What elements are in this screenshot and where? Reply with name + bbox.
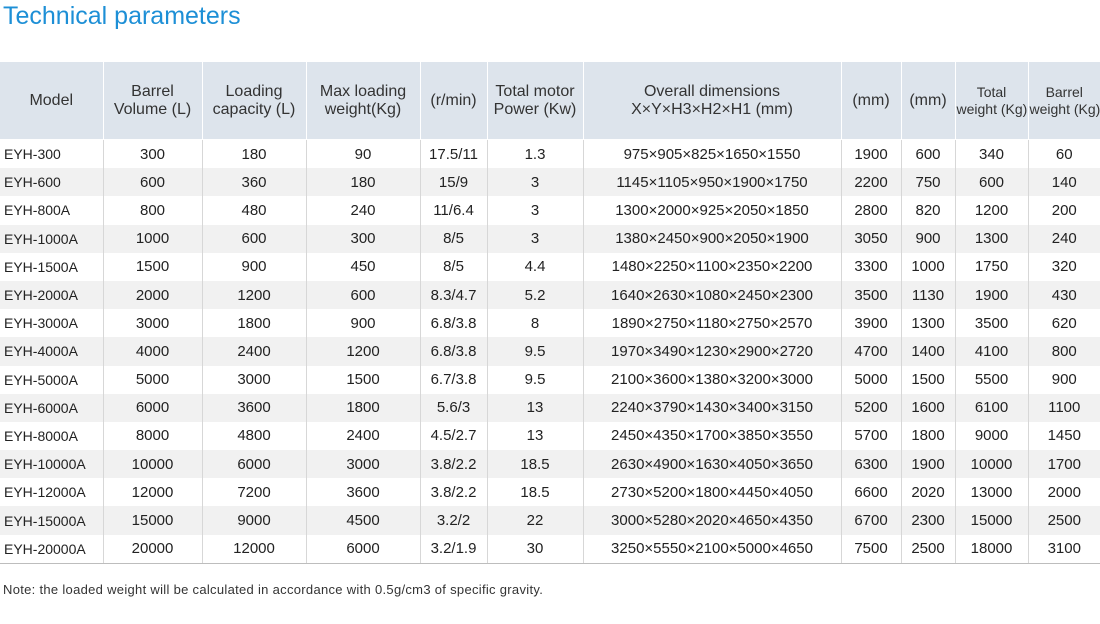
- cell-loading-capacity: 1200: [202, 281, 306, 309]
- table-row: [0, 422, 1100, 450]
- cell-max-loading-weight: 3600: [306, 478, 420, 506]
- cell-barrel-weight: 3100: [1028, 535, 1100, 564]
- cell-barrel-volume: 600: [103, 168, 202, 196]
- cell-dim-mm-1: 2800: [841, 196, 901, 224]
- header-mm-1-label: (mm): [852, 91, 890, 109]
- cell-barrel-volume: 12000: [103, 478, 202, 506]
- cell-barrel-weight: 1450: [1028, 422, 1100, 450]
- cell-overall-dimensions: 3000×5280×2020×4650×4350: [583, 506, 841, 534]
- cell-motor-power: 18.5: [487, 478, 583, 506]
- cell-barrel-volume: 1000: [103, 225, 202, 253]
- cell-total-weight: 6100: [955, 394, 1028, 422]
- cell-barrel-volume: 6000: [103, 394, 202, 422]
- cell-loading-capacity: 480: [202, 196, 306, 224]
- page-title: Technical parameters: [3, 2, 241, 30]
- cell-max-loading-weight: 1200: [306, 337, 420, 365]
- cell-barrel-weight: 2500: [1028, 506, 1100, 534]
- cell-speed: 11/6.4: [420, 196, 487, 224]
- cell-overall-dimensions: 1640×2630×1080×2450×2300: [583, 281, 841, 309]
- cell-dim-mm-1: 3050: [841, 225, 901, 253]
- cell-model: EYH-4000A: [0, 337, 103, 365]
- cell-total-weight: 10000: [955, 450, 1028, 478]
- header-barrel-volume: [103, 62, 202, 140]
- header-total-motor-power-line2: Power (Kw): [493, 100, 577, 118]
- cell-motor-power: 3: [487, 225, 583, 253]
- cell-overall-dimensions: 1380×2450×900×2050×1900: [583, 225, 841, 253]
- cell-motor-power: 4.4: [487, 253, 583, 281]
- cell-model: EYH-5000A: [0, 366, 103, 394]
- cell-total-weight: 15000: [955, 506, 1028, 534]
- cell-total-weight: 600: [955, 168, 1028, 196]
- cell-motor-power: 18.5: [487, 450, 583, 478]
- cell-loading-capacity: 3600: [202, 394, 306, 422]
- technical-parameters-table: [0, 62, 1100, 564]
- cell-overall-dimensions: 3250×5550×2100×5000×4650: [583, 535, 841, 564]
- cell-total-weight: 1200: [955, 196, 1028, 224]
- table-row: [0, 535, 1100, 564]
- cell-dim-mm-1: 2200: [841, 168, 901, 196]
- cell-loading-capacity: 6000: [202, 450, 306, 478]
- cell-speed: 3.8/2.2: [420, 450, 487, 478]
- cell-dim-mm-2: 900: [901, 225, 955, 253]
- cell-loading-capacity: 360: [202, 168, 306, 196]
- cell-barrel-weight: 430: [1028, 281, 1100, 309]
- cell-dim-mm-1: 3300: [841, 253, 901, 281]
- cell-barrel-volume: 20000: [103, 535, 202, 564]
- cell-barrel-weight: 140: [1028, 168, 1100, 196]
- cell-loading-capacity: 900: [202, 253, 306, 281]
- header-loading-capacity: [202, 62, 306, 140]
- cell-loading-capacity: 3000: [202, 366, 306, 394]
- cell-overall-dimensions: 1145×1105×950×1900×1750: [583, 168, 841, 196]
- cell-speed: 3.2/2: [420, 506, 487, 534]
- cell-dim-mm-2: 2020: [901, 478, 955, 506]
- cell-dim-mm-1: 7500: [841, 535, 901, 564]
- cell-max-loading-weight: 4500: [306, 506, 420, 534]
- cell-overall-dimensions: 2630×4900×1630×4050×3650: [583, 450, 841, 478]
- cell-max-loading-weight: 3000: [306, 450, 420, 478]
- header-barrel-weight-line1: Barrel: [1045, 83, 1083, 100]
- cell-barrel-volume: 3000: [103, 309, 202, 337]
- cell-total-weight: 4100: [955, 337, 1028, 365]
- cell-max-loading-weight: 1800: [306, 394, 420, 422]
- cell-barrel-weight: 1100: [1028, 394, 1100, 422]
- cell-dim-mm-2: 2500: [901, 535, 955, 564]
- cell-barrel-weight: 200: [1028, 196, 1100, 224]
- cell-motor-power: 1.3: [487, 140, 583, 169]
- cell-loading-capacity: 9000: [202, 506, 306, 534]
- table-header-row: [0, 62, 1100, 140]
- cell-dim-mm-1: 4700: [841, 337, 901, 365]
- cell-overall-dimensions: 2450×4350×1700×3850×3550: [583, 422, 841, 450]
- header-total-motor-power: [487, 62, 583, 140]
- cell-total-weight: 1300: [955, 225, 1028, 253]
- cell-barrel-weight: 620: [1028, 309, 1100, 337]
- cell-barrel-volume: 800: [103, 196, 202, 224]
- cell-barrel-volume: 300: [103, 140, 202, 169]
- cell-motor-power: 30: [487, 535, 583, 564]
- header-speed: [420, 62, 487, 140]
- header-overall-dimensions-line1: Overall dimensions: [643, 82, 781, 100]
- cell-motor-power: 5.2: [487, 281, 583, 309]
- cell-model: EYH-20000A: [0, 535, 103, 564]
- cell-loading-capacity: 2400: [202, 337, 306, 365]
- cell-dim-mm-2: 1500: [901, 366, 955, 394]
- cell-speed: 8/5: [420, 225, 487, 253]
- cell-speed: 3.2/1.9: [420, 535, 487, 564]
- cell-dim-mm-2: 1300: [901, 309, 955, 337]
- cell-speed: 8.3/4.7: [420, 281, 487, 309]
- cell-max-loading-weight: 180: [306, 168, 420, 196]
- cell-speed: 4.5/2.7: [420, 422, 487, 450]
- cell-model: EYH-3000A: [0, 309, 103, 337]
- cell-motor-power: 13: [487, 422, 583, 450]
- header-total-weight-line2: weight (Kg): [956, 100, 1028, 117]
- table-row: [0, 281, 1100, 309]
- cell-overall-dimensions: 1970×3490×1230×2900×2720: [583, 337, 841, 365]
- cell-dim-mm-2: 1400: [901, 337, 955, 365]
- cell-dim-mm-1: 5000: [841, 366, 901, 394]
- cell-loading-capacity: 600: [202, 225, 306, 253]
- cell-barrel-weight: 800: [1028, 337, 1100, 365]
- table-row: [0, 478, 1100, 506]
- cell-overall-dimensions: 1480×2250×1100×2350×2200: [583, 253, 841, 281]
- cell-max-loading-weight: 450: [306, 253, 420, 281]
- cell-model: EYH-8000A: [0, 422, 103, 450]
- cell-motor-power: 8: [487, 309, 583, 337]
- cell-dim-mm-1: 6700: [841, 506, 901, 534]
- cell-dim-mm-2: 600: [901, 140, 955, 169]
- cell-dim-mm-2: 1000: [901, 253, 955, 281]
- cell-loading-capacity: 12000: [202, 535, 306, 564]
- header-barrel-volume-line2: Volume (L): [113, 100, 192, 118]
- header-total-weight-line1: Total: [976, 83, 1007, 100]
- cell-model: EYH-1500A: [0, 253, 103, 281]
- header-max-loading-weight-line1: Max loading: [319, 82, 407, 100]
- table-row: [0, 253, 1100, 281]
- cell-model: EYH-6000A: [0, 394, 103, 422]
- cell-dim-mm-2: 750: [901, 168, 955, 196]
- header-barrel-weight: [1028, 62, 1100, 140]
- cell-total-weight: 13000: [955, 478, 1028, 506]
- cell-motor-power: 9.5: [487, 337, 583, 365]
- cell-speed: 6.8/3.8: [420, 337, 487, 365]
- header-max-loading-weight-line2: weight(Kg): [324, 100, 402, 118]
- cell-motor-power: 22: [487, 506, 583, 534]
- cell-total-weight: 340: [955, 140, 1028, 169]
- header-loading-capacity-line1: Loading: [225, 82, 283, 100]
- cell-total-weight: 1750: [955, 253, 1028, 281]
- cell-model: EYH-800A: [0, 196, 103, 224]
- cell-total-weight: 9000: [955, 422, 1028, 450]
- table-row: [0, 225, 1100, 253]
- cell-barrel-volume: 15000: [103, 506, 202, 534]
- cell-max-loading-weight: 600: [306, 281, 420, 309]
- cell-barrel-weight: 900: [1028, 366, 1100, 394]
- table-row: [0, 196, 1100, 224]
- header-mm-2: [901, 62, 955, 140]
- cell-motor-power: 3: [487, 168, 583, 196]
- cell-overall-dimensions: 2100×3600×1380×3200×3000: [583, 366, 841, 394]
- cell-barrel-weight: 60: [1028, 140, 1100, 169]
- cell-model: EYH-10000A: [0, 450, 103, 478]
- cell-dim-mm-2: 1130: [901, 281, 955, 309]
- cell-speed: 6.8/3.8: [420, 309, 487, 337]
- cell-speed: 8/5: [420, 253, 487, 281]
- cell-dim-mm-1: 6600: [841, 478, 901, 506]
- header-loading-capacity-line2: capacity (L): [212, 100, 296, 118]
- cell-barrel-volume: 2000: [103, 281, 202, 309]
- table-row: [0, 394, 1100, 422]
- cell-max-loading-weight: 2400: [306, 422, 420, 450]
- cell-max-loading-weight: 300: [306, 225, 420, 253]
- table-row: [0, 506, 1100, 534]
- cell-barrel-weight: 320: [1028, 253, 1100, 281]
- cell-dim-mm-2: 1600: [901, 394, 955, 422]
- cell-max-loading-weight: 900: [306, 309, 420, 337]
- cell-loading-capacity: 4800: [202, 422, 306, 450]
- cell-model: EYH-300: [0, 140, 103, 169]
- cell-barrel-weight: 1700: [1028, 450, 1100, 478]
- table-row: [0, 337, 1100, 365]
- cell-loading-capacity: 180: [202, 140, 306, 169]
- cell-model: EYH-2000A: [0, 281, 103, 309]
- cell-overall-dimensions: 975×905×825×1650×1550: [583, 140, 841, 169]
- cell-motor-power: 3: [487, 196, 583, 224]
- cell-speed: 17.5/11: [420, 140, 487, 169]
- cell-barrel-volume: 4000: [103, 337, 202, 365]
- header-barrel-weight-line2: weight (Kg): [1029, 100, 1100, 117]
- header-barrel-volume-line1: Barrel: [131, 82, 174, 100]
- table-row: [0, 450, 1100, 478]
- table-row: [0, 140, 1100, 169]
- cell-overall-dimensions: 1300×2000×925×2050×1850: [583, 196, 841, 224]
- footnote: Note: the loaded weight will be calculated in accordance with 0.5g/cm3 of specific gravity.: [3, 582, 544, 597]
- table-row: [0, 366, 1100, 394]
- cell-max-loading-weight: 1500: [306, 366, 420, 394]
- header-overall-dimensions: [583, 62, 841, 140]
- cell-total-weight: 18000: [955, 535, 1028, 564]
- cell-model: EYH-1000A: [0, 225, 103, 253]
- cell-dim-mm-1: 3900: [841, 309, 901, 337]
- cell-total-weight: 1900: [955, 281, 1028, 309]
- cell-overall-dimensions: 1890×2750×1180×2750×2570: [583, 309, 841, 337]
- cell-dim-mm-2: 2300: [901, 506, 955, 534]
- table-row: [0, 168, 1100, 196]
- cell-barrel-volume: 1500: [103, 253, 202, 281]
- table-body: [0, 140, 1100, 564]
- cell-barrel-volume: 5000: [103, 366, 202, 394]
- cell-speed: 3.8/2.2: [420, 478, 487, 506]
- cell-dim-mm-2: 1900: [901, 450, 955, 478]
- cell-total-weight: 5500: [955, 366, 1028, 394]
- cell-model: EYH-600: [0, 168, 103, 196]
- cell-barrel-weight: 240: [1028, 225, 1100, 253]
- cell-speed: 5.6/3: [420, 394, 487, 422]
- cell-dim-mm-1: 6300: [841, 450, 901, 478]
- cell-motor-power: 13: [487, 394, 583, 422]
- header-mm-2-label: (mm): [909, 91, 947, 109]
- cell-max-loading-weight: 6000: [306, 535, 420, 564]
- header-total-weight: [955, 62, 1028, 140]
- cell-speed: 6.7/3.8: [420, 366, 487, 394]
- cell-max-loading-weight: 90: [306, 140, 420, 169]
- header-overall-dimensions-line2: X×Y×H3×H2×H1 (mm): [631, 100, 793, 118]
- cell-total-weight: 3500: [955, 309, 1028, 337]
- cell-overall-dimensions: 2730×5200×1800×4450×4050: [583, 478, 841, 506]
- cell-dim-mm-1: 1900: [841, 140, 901, 169]
- cell-dim-mm-2: 820: [901, 196, 955, 224]
- cell-speed: 15/9: [420, 168, 487, 196]
- cell-barrel-weight: 2000: [1028, 478, 1100, 506]
- cell-barrel-volume: 10000: [103, 450, 202, 478]
- cell-dim-mm-2: 1800: [901, 422, 955, 450]
- header-mm-1: [841, 62, 901, 140]
- header-max-loading-weight: [306, 62, 420, 140]
- cell-overall-dimensions: 2240×3790×1430×3400×3150: [583, 394, 841, 422]
- cell-loading-capacity: 1800: [202, 309, 306, 337]
- header-speed-label: (r/min): [430, 91, 477, 109]
- cell-motor-power: 9.5: [487, 366, 583, 394]
- header-model-label: Model: [29, 91, 74, 109]
- cell-dim-mm-1: 5200: [841, 394, 901, 422]
- cell-loading-capacity: 7200: [202, 478, 306, 506]
- cell-max-loading-weight: 240: [306, 196, 420, 224]
- header-model: [0, 62, 103, 140]
- cell-model: EYH-12000A: [0, 478, 103, 506]
- table-row: [0, 309, 1100, 337]
- header-total-motor-power-line1: Total motor: [495, 82, 575, 100]
- cell-dim-mm-1: 5700: [841, 422, 901, 450]
- cell-model: EYH-15000A: [0, 506, 103, 534]
- cell-barrel-volume: 8000: [103, 422, 202, 450]
- cell-dim-mm-1: 3500: [841, 281, 901, 309]
